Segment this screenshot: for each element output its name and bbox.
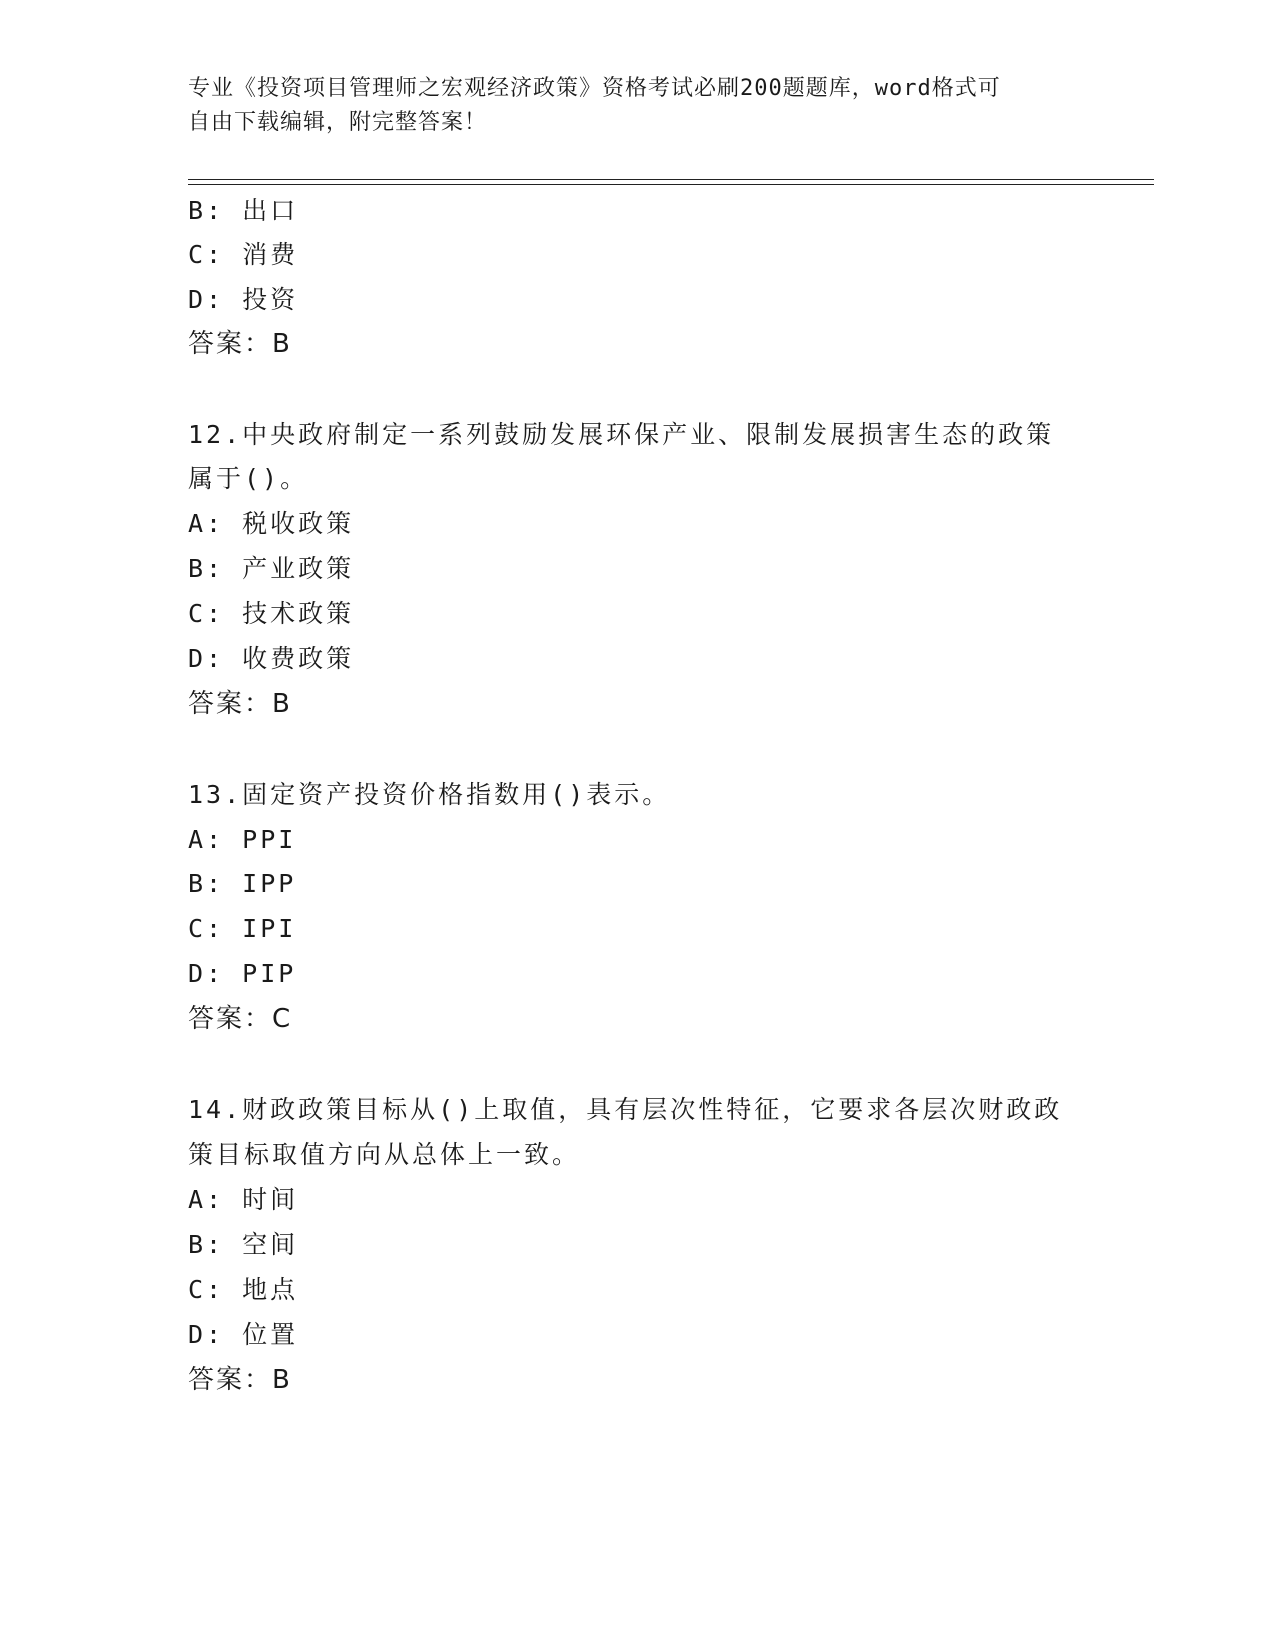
q13-option-d: D: PIP <box>188 959 297 988</box>
q14-option-a: A: 时间 <box>188 1185 299 1214</box>
q12-option-a: A: 税收政策 <box>188 509 355 538</box>
document-header <box>188 72 1068 140</box>
q13-stem-line-1: 13.固定资产投资价格指数用()表示。 <box>188 780 671 809</box>
q11-option-c: C: 消费 <box>188 240 299 269</box>
q14-option-d: D: 位置 <box>188 1320 299 1349</box>
header-line-2: 自由下载编辑，附完整答案！ <box>188 110 488 135</box>
q12-answer: 答案：B <box>188 689 292 719</box>
q13-option-b: B: IPP <box>188 869 297 898</box>
q14-stem-line-1: 14.财政政策目标从()上取值，具有层次性特征，它要求各层次财政政 <box>188 1095 1063 1124</box>
q13-answer: 答案：C <box>188 1004 293 1034</box>
q13-option-c: C: IPI <box>188 914 297 943</box>
q12-stem-line-1: 12.中央政府制定一系列鼓励发展环保产业、限制发展损害生态的政策 <box>188 420 1055 449</box>
q12-option-b: B: 产业政策 <box>188 554 355 583</box>
q14-option-b: B: 空间 <box>188 1230 299 1259</box>
q14-answer: 答案：B <box>188 1365 292 1395</box>
q11-option-d: D: 投资 <box>188 285 299 314</box>
q14-option-c: C: 地点 <box>188 1275 299 1304</box>
header-divider-top <box>188 179 1154 180</box>
q11-answer: 答案：B <box>188 329 292 359</box>
header-divider-bottom <box>188 184 1154 185</box>
q12-option-c: C: 技术政策 <box>188 599 355 628</box>
header-line-1: 专业《投资项目管理师之宏观经济政策》资格考试必刷200题题库，word格式可 <box>188 76 1001 101</box>
q12-stem-line-2: 属于()。 <box>188 464 309 493</box>
q14-stem-line-2: 策目标取值方向从总体上一致。 <box>188 1140 581 1169</box>
q12-option-d: D: 收费政策 <box>188 644 355 673</box>
q11-option-b: B: 出口 <box>188 196 299 225</box>
q13-option-a: A: PPI <box>188 825 297 854</box>
